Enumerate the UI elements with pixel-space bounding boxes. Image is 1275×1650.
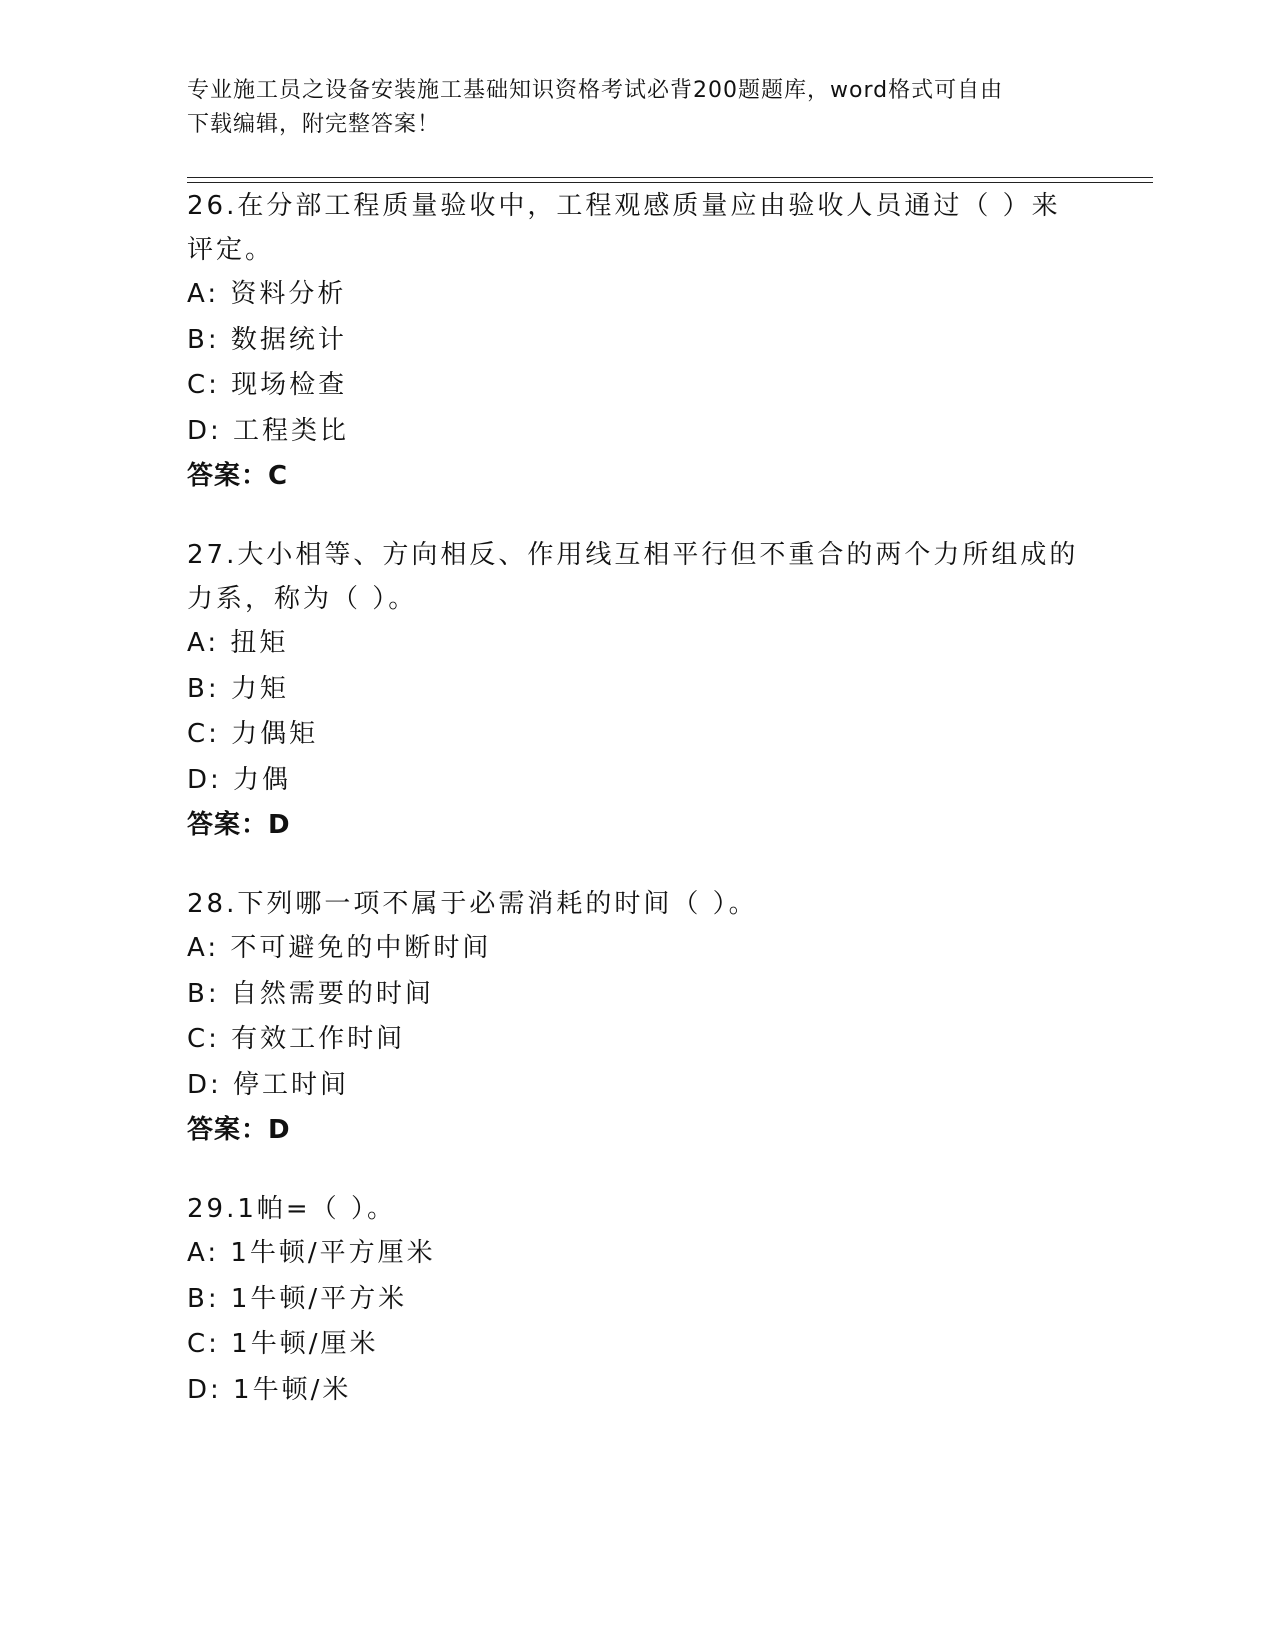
option-c: C: 有效工作时间 xyxy=(187,1024,406,1054)
question-stem xyxy=(187,533,1087,621)
stem-line: 29.1帕=（ ）。 xyxy=(187,1194,396,1224)
option-d: D: 1牛顿/米 xyxy=(187,1374,352,1405)
option-a: A: 不可避免的中断时间 xyxy=(187,933,492,963)
option-d: D: 停工时间 xyxy=(187,1069,350,1100)
header-divider-top xyxy=(187,177,1153,178)
option-d: D: 工程类比 xyxy=(187,415,350,446)
option-b: B: 1牛顿/平方米 xyxy=(187,1283,408,1314)
question-stem xyxy=(187,882,1087,926)
option-d: D: 力偶 xyxy=(187,764,292,795)
option-b: B: 数据统计 xyxy=(187,324,347,355)
stem-line: 26.在分部工程质量验收中，工程观感质量应由验收人员通过（ ）来 xyxy=(187,191,1061,221)
answer: 答案：D xyxy=(187,810,291,840)
question-28 xyxy=(187,882,1087,1154)
question-stem xyxy=(187,184,1087,272)
answer: 答案：C xyxy=(187,461,289,491)
stem-line: 力系，称为（ ）。 xyxy=(187,584,418,614)
question-27 xyxy=(187,533,1087,849)
option-b: B: 自然需要的时间 xyxy=(187,978,434,1009)
option-a: A: 资料分析 xyxy=(187,279,347,309)
stem-line: 评定。 xyxy=(187,235,275,265)
stem-line: 27.大小相等、方向相反、作用线互相平行但不重合的两个力所组成的 xyxy=(187,540,1079,570)
option-c: C: 1牛顿/厘米 xyxy=(187,1329,379,1359)
header-line-2: 下载编辑，附完整答案！ xyxy=(187,112,441,137)
header-line-1: 专业施工员之设备安装施工基础知识资格考试必背200题题库，word格式可自由 xyxy=(187,78,1004,103)
stem-line: 28.下列哪一项不属于必需消耗的时间（ ）。 xyxy=(187,889,758,919)
option-c: C: 力偶矩 xyxy=(187,719,319,749)
question-29 xyxy=(187,1187,1087,1413)
option-b: B: 力矩 xyxy=(187,673,289,704)
question-stem xyxy=(187,1187,1087,1231)
header-divider-bottom xyxy=(187,182,1153,183)
option-a: A: 扭矩 xyxy=(187,628,289,658)
document-header xyxy=(187,74,1067,142)
option-a: A: 1牛顿/平方厘米 xyxy=(187,1238,436,1268)
option-c: C: 现场检查 xyxy=(187,370,348,400)
answer: 答案：D xyxy=(187,1115,291,1145)
question-26 xyxy=(187,184,1087,500)
